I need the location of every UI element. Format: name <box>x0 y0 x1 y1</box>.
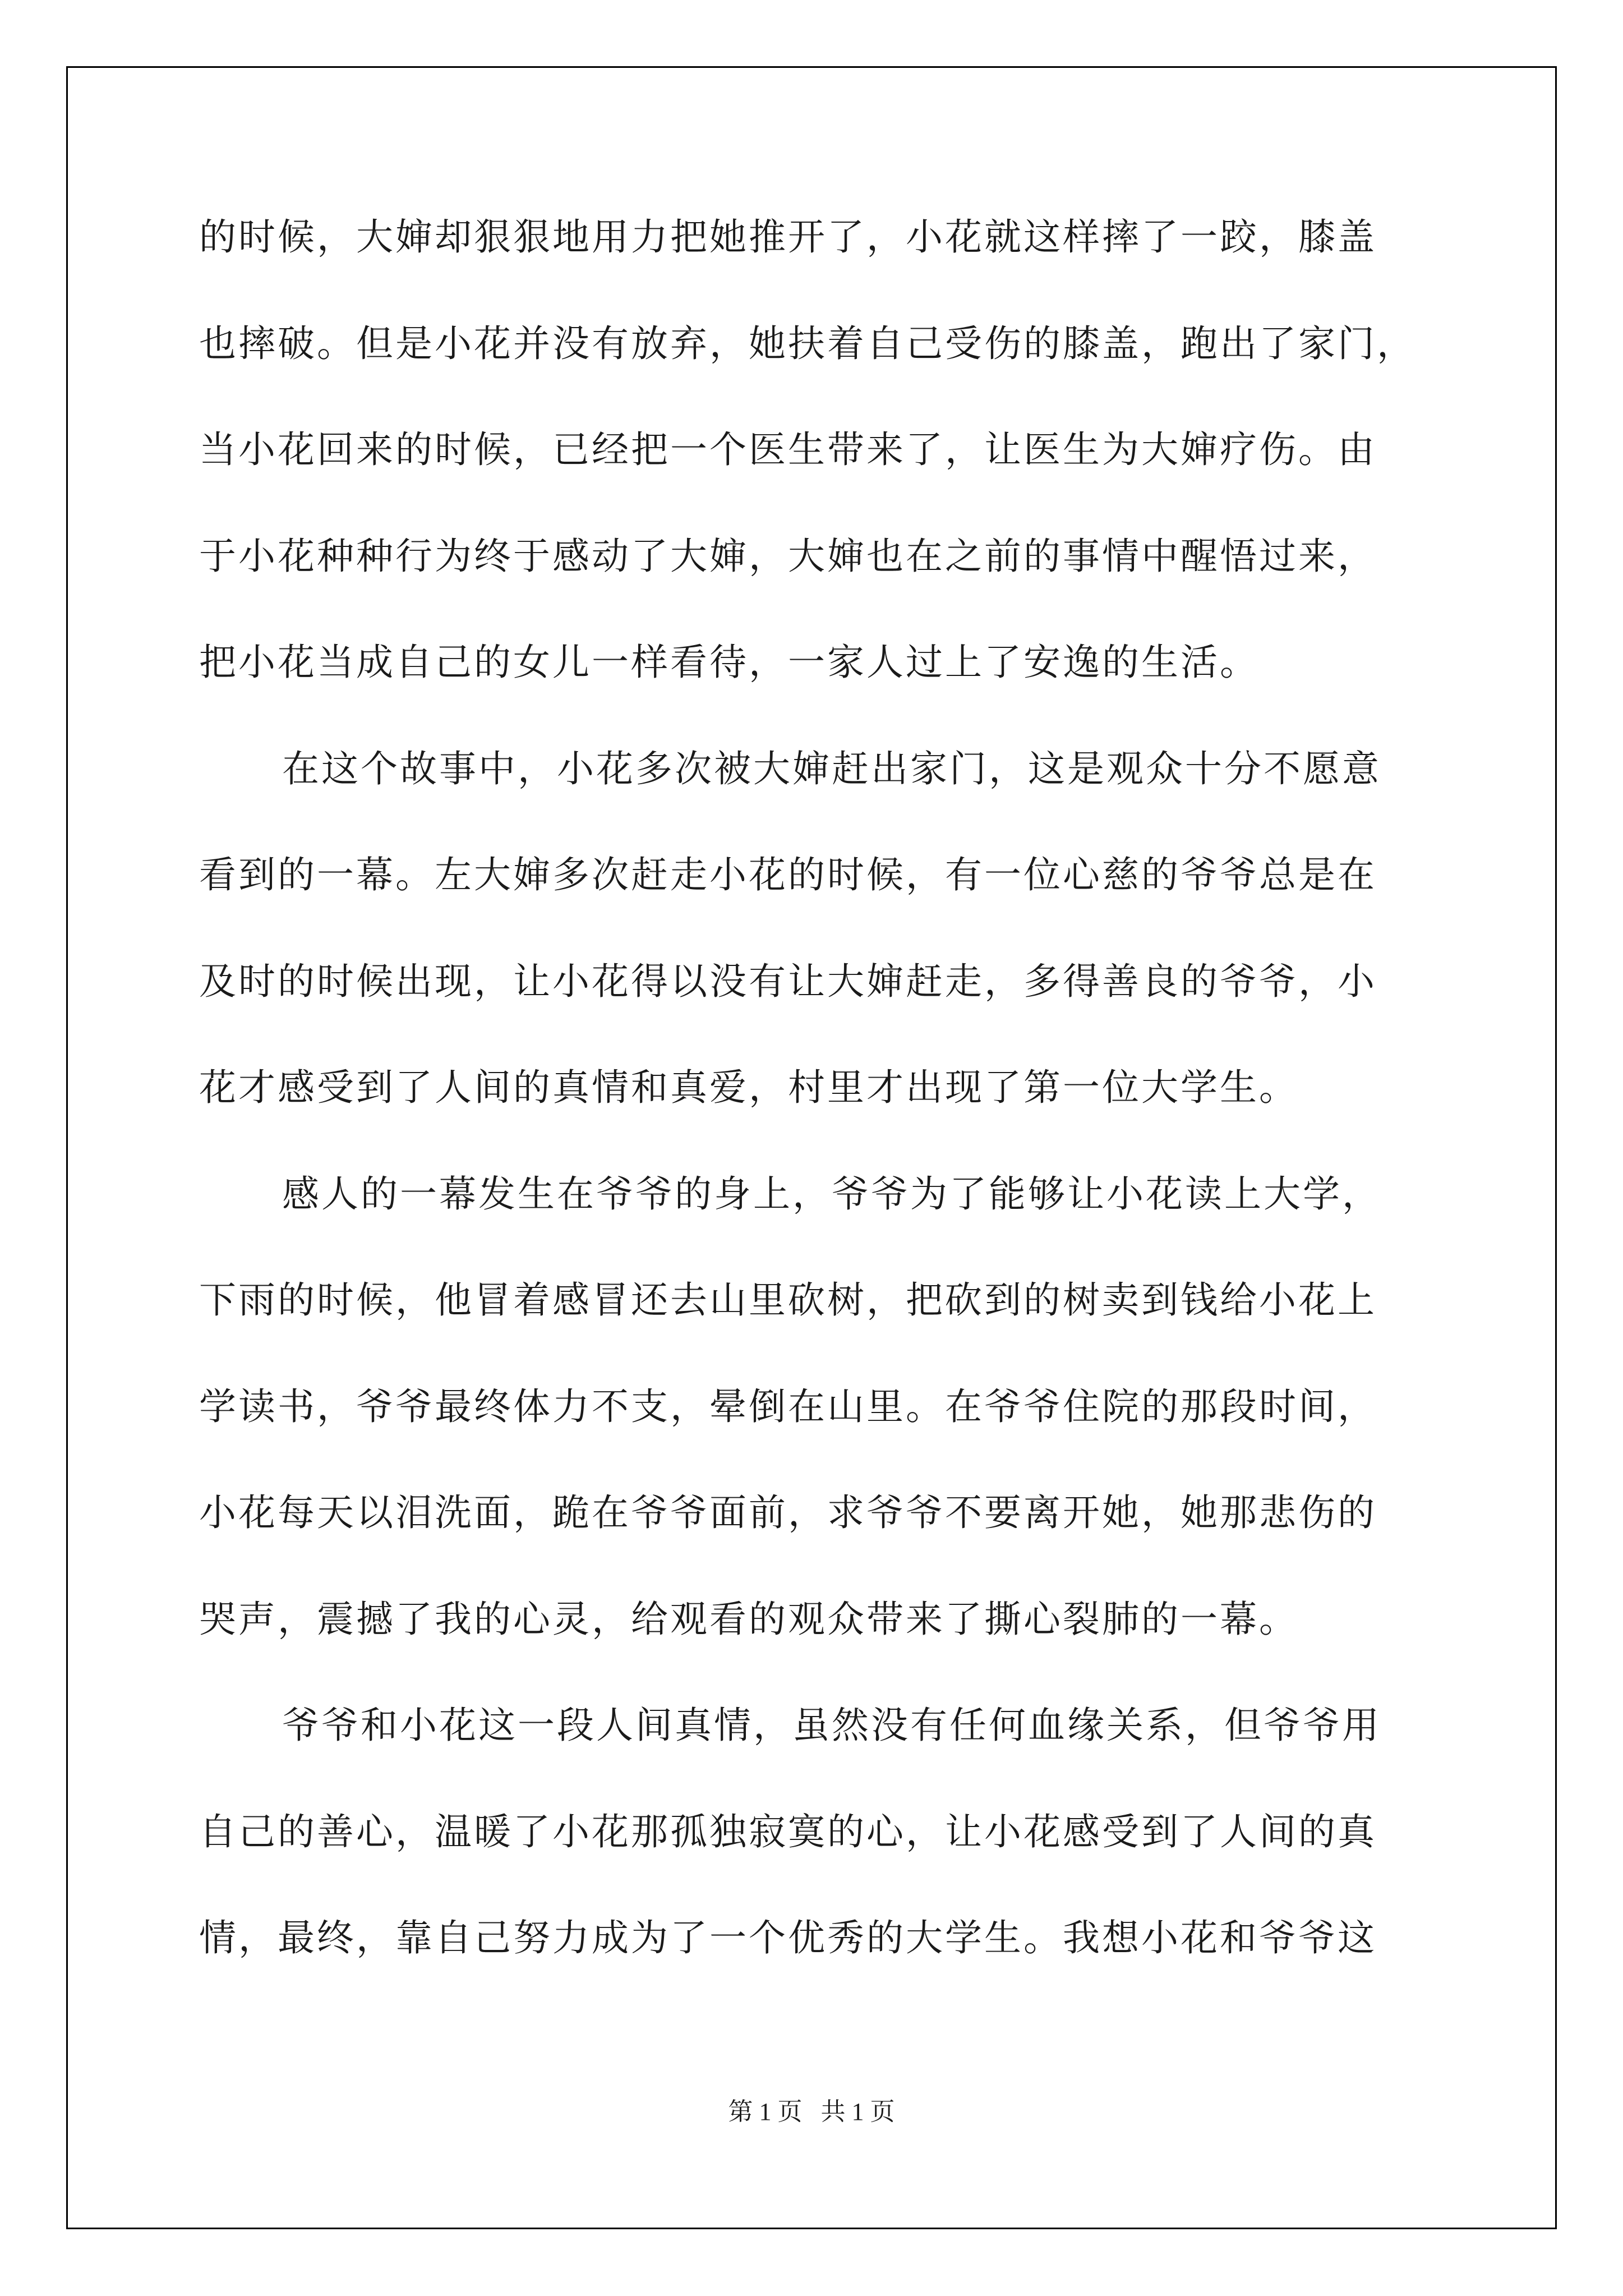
text-line: 小花每天以泪洗面，跪在爷爷面前，求爷爷不要离开她，她那悲伤的 <box>199 1491 1377 1534</box>
text-line: 及时的时候出现，让小花得以没有让大婶赶走，多得善良的爷爷，小 <box>199 959 1377 1003</box>
text-line: 哭声，震撼了我的心灵，给观看的观众带来了撕心裂肺的一幕。 <box>199 1597 1298 1641</box>
text-line: 把小花当成自己的女儿一样看待，一家人过上了安逸的生活。 <box>199 641 1259 684</box>
text-line: 也摔破。但是小花并没有放弃，她扶着自己受伤的膝盖，跑出了家门， <box>199 321 1416 365</box>
text-line: 的时候，大婶却狠狠地用力把她推开了，小花就这样摔了一跤，膝盖 <box>199 215 1377 259</box>
text-line: 学读书，爷爷最终体力不支，晕倒在山里。在爷爷住院的那段时间， <box>199 1384 1377 1428</box>
text-line: 感人的一幕发生在爷爷的身上，爷爷为了能够让小花读上大学， <box>282 1172 1381 1216</box>
text-line: 花才感受到了人间的真情和真爱，村里才出现了第一位大学生。 <box>199 1066 1298 1109</box>
text-line: 下雨的时候，他冒着感冒还去山里砍树，把砍到的树卖到钱给小花上 <box>199 1278 1377 1322</box>
text-line: 自己的善心，温暖了小花那孤独寂寞的心，让小花感受到了人间的真 <box>199 1810 1377 1853</box>
document-body <box>199 215 1450 2026</box>
text-line: 于小花种种行为终于感动了大婶，大婶也在之前的事情中醒悟过来， <box>199 534 1377 578</box>
text-line: 情，最终，靠自己努力成为了一个优秀的大学生。我想小花和爷爷这 <box>199 1916 1377 1959</box>
page-footer: 第 1 页 共 1 页 <box>728 2098 895 2125</box>
text-line: 看到的一幕。左大婶多次赶走小花的时候，有一位心慈的爷爷总是在 <box>199 853 1377 896</box>
text-line: 爷爷和小花这一段人间真情，虽然没有任何血缘关系，但爷爷用 <box>282 1704 1381 1747</box>
text-line: 在这个故事中，小花多次被大婶赶出家门，这是观众十分不愿意 <box>282 747 1381 790</box>
text-line: 当小花回来的时候，已经把一个医生带来了，让医生为大婶疗伤。由 <box>199 428 1377 471</box>
